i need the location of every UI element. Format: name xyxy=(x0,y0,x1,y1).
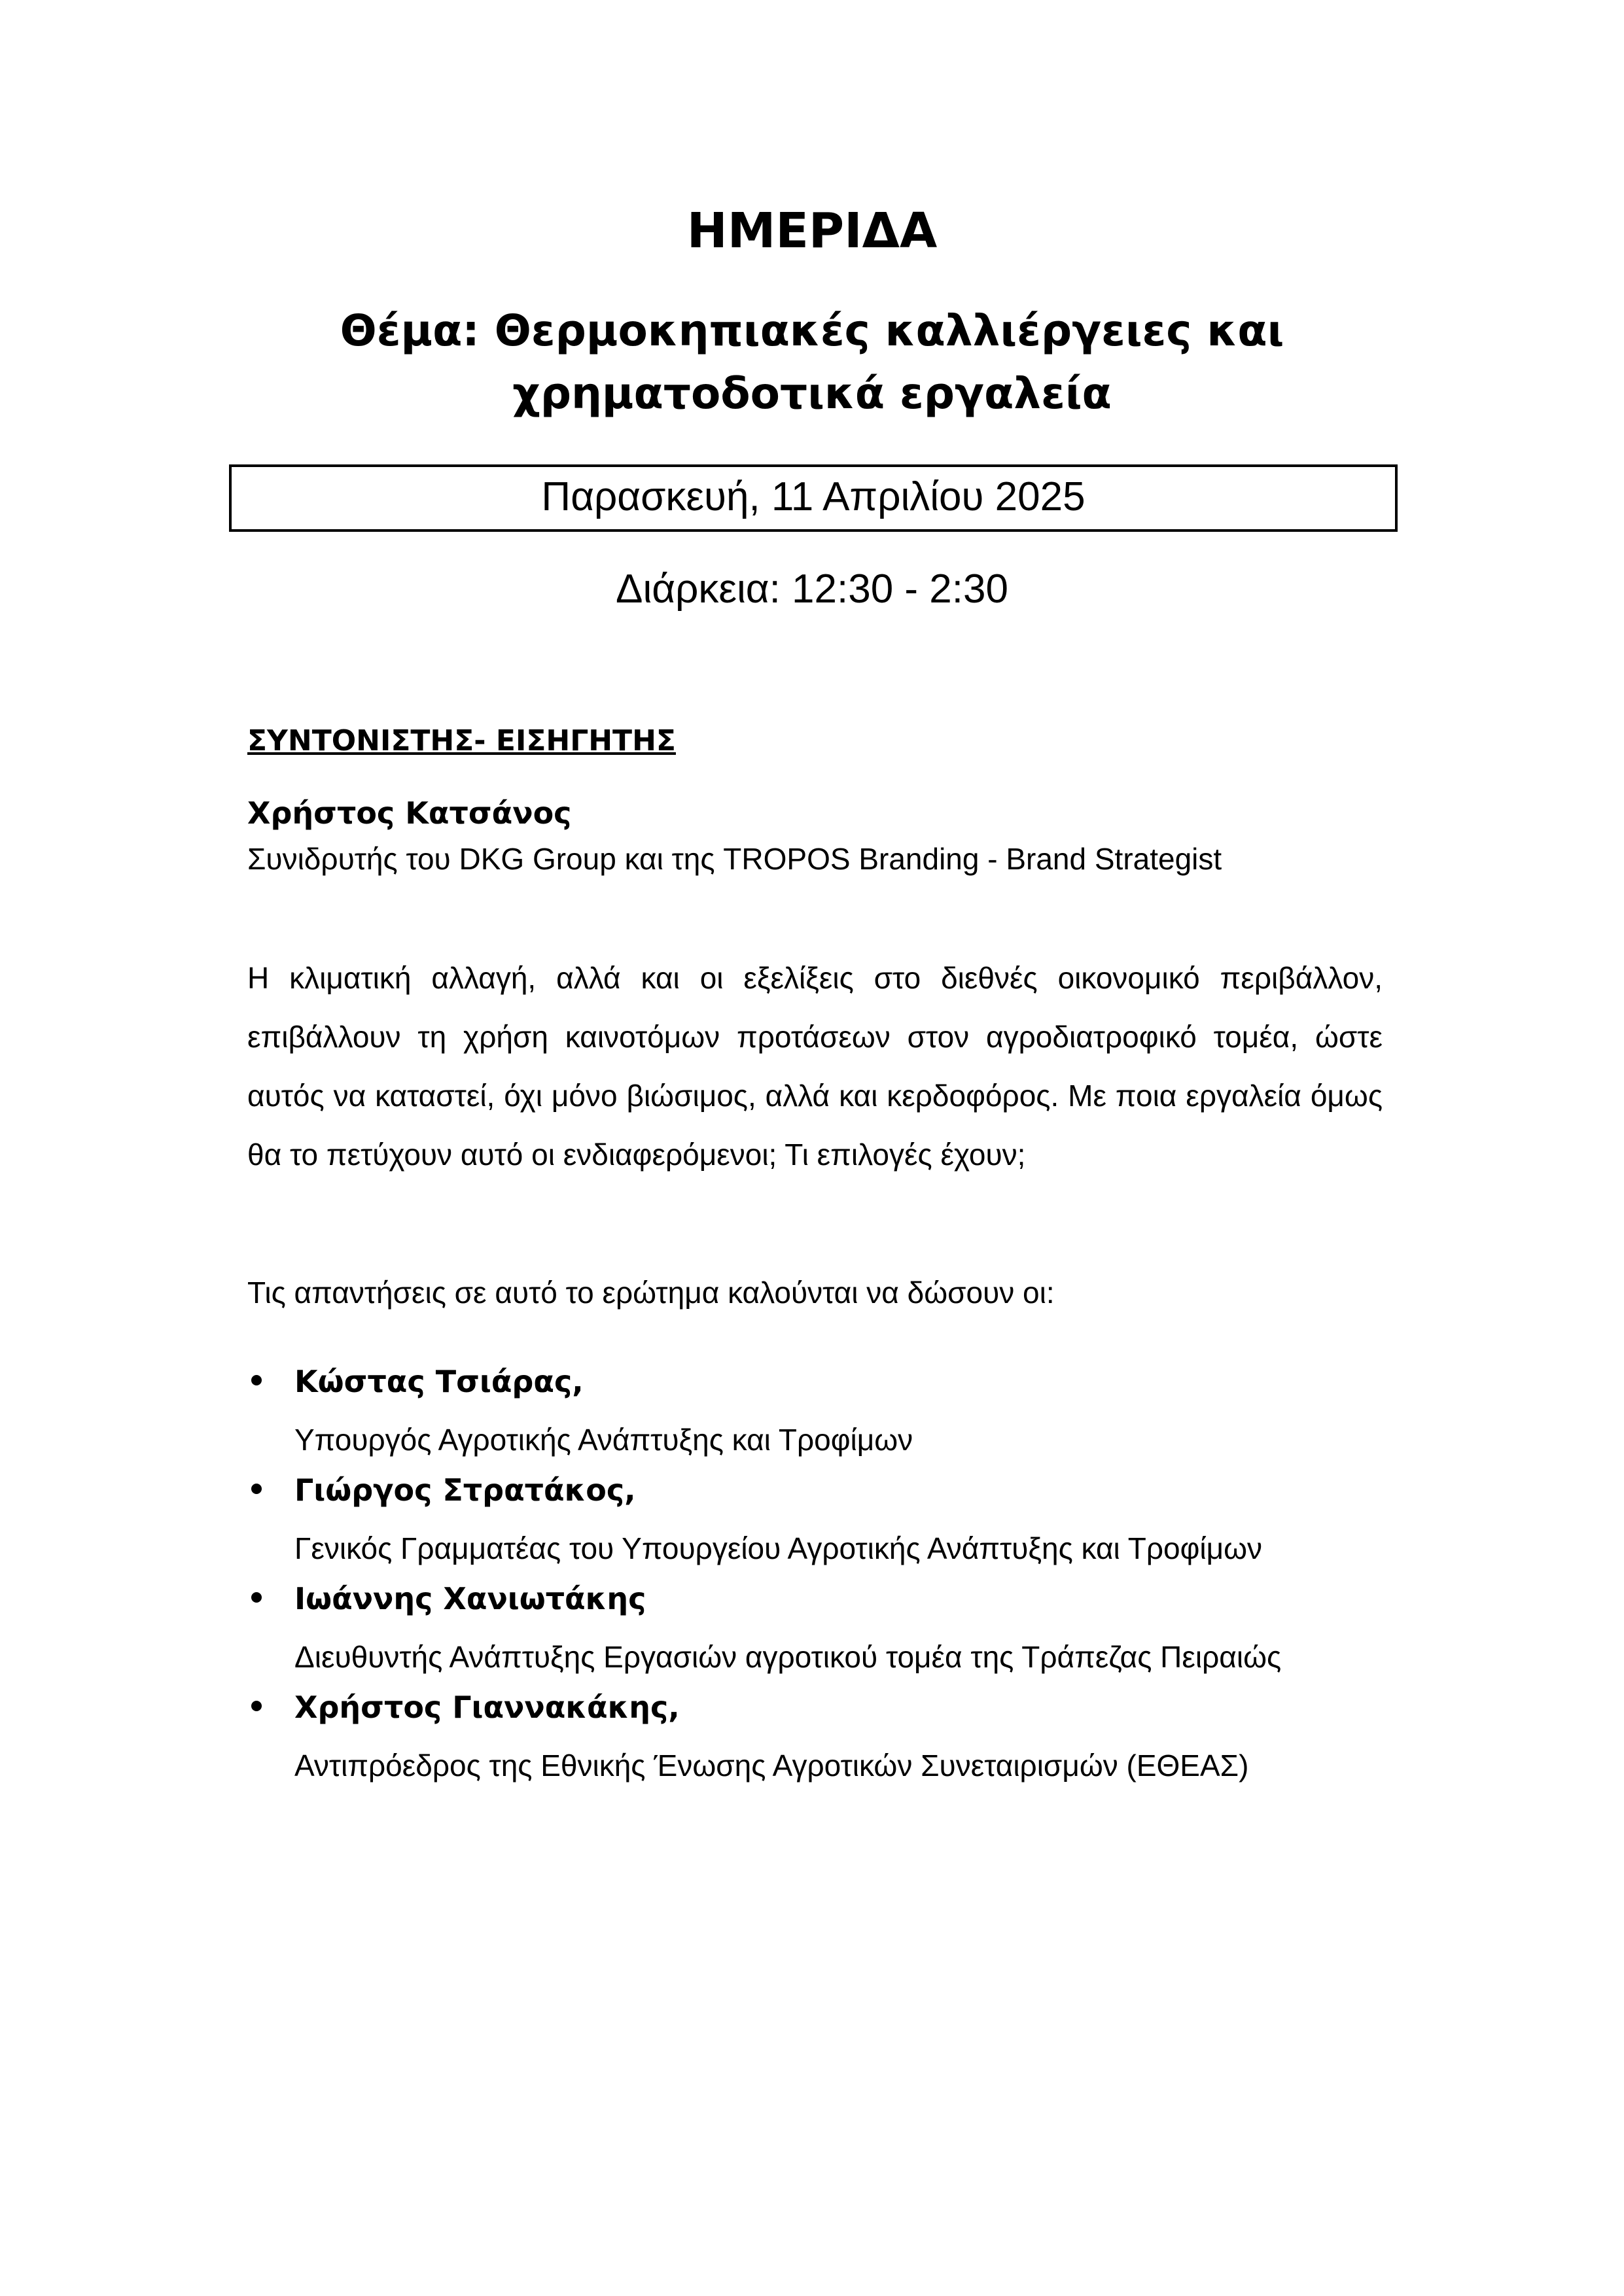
speaker-name: Χρήστος Γιαννακάκης, xyxy=(294,1690,680,1725)
speaker-role: Γενικός Γραμματέας του Υπουργείου Αγροτικής Ανάπτυξης και Τροφίμων xyxy=(294,1531,1263,1565)
event-title: ΗΜΕΡΙΔΑ xyxy=(686,203,938,259)
event-subject-line1: Θέμα: Θερμοκηπιακές καλλιέργειες και xyxy=(340,305,1284,356)
bullet-icon xyxy=(251,1375,262,1385)
bullet-icon xyxy=(251,1701,262,1711)
intro-paragraph: Η κλιματική αλλαγή, αλλά και οι εξελίξεις στο διεθνές οικονομικό περιβάλλον, επιβάλλουν τη χρήση καινοτόμων προτάσεων στον αγροδιατροφικό τομέα, ώστε αυτός να καταστεί, όχι μόνο βιώσιμος, αλλά και κερδοφόρος. Με ποια εργαλεία όμως θα το πετύχουν αυτό οι ενδιαφερόμενοι; Τι επιλογές έχουν; xyxy=(247,961,1383,1172)
speaker-item xyxy=(247,1579,1383,1686)
coordinator-name: Χρήστος Κατσάνος xyxy=(247,795,572,831)
bullet-icon xyxy=(251,1484,262,1494)
speakers-lead-text: Τις απαντήσεις σε αυτό το ερώτημα καλούνται να δώσουν οι: xyxy=(247,1276,1055,1310)
coordinator-heading: ΣΥΝΤΟΝΙΣΤΗΣ- ΕΙΣΗΓΗΤΗΣ xyxy=(247,724,676,757)
event-subject xyxy=(0,300,1624,425)
speaker-name: Γιώργος Στρατάκος, xyxy=(294,1472,636,1508)
speaker-role: Διευθυντής Ανάπτυξης Εργασιών αγροτικού τομέα της Τράπεζας Πειραιώς xyxy=(294,1640,1282,1674)
speaker-role: Αντιπρόεδρος της Εθνικής Ένωσης Αγροτικών Συνεταιρισμών (ΕΘΕΑΣ) xyxy=(294,1748,1249,1783)
speaker-name: Ιωάννης Χανιωτάκης xyxy=(294,1581,646,1616)
event-duration: Διάρκεια: 12:30 - 2:30 xyxy=(616,566,1008,612)
speaker-item xyxy=(247,1362,1383,1469)
event-date-box: Παρασκευή, 11 Απριλίου 2025 xyxy=(229,464,1398,532)
speaker-role: Υπουργός Αγροτικής Ανάπτυξης και Τροφίμων xyxy=(294,1423,913,1457)
speaker-name: Κώστας Τσιάρας, xyxy=(294,1364,584,1399)
event-subject-line2: χρηματοδοτικά εργαλεία xyxy=(512,368,1112,419)
bullet-icon xyxy=(251,1592,262,1603)
speaker-item xyxy=(247,1688,1383,1795)
coordinator-role: Συνιδρυτής του DKG Group και της TROPOS Branding - Brand Strategist xyxy=(247,842,1222,876)
speakers-list xyxy=(247,1362,1383,1796)
speaker-item xyxy=(247,1470,1383,1578)
